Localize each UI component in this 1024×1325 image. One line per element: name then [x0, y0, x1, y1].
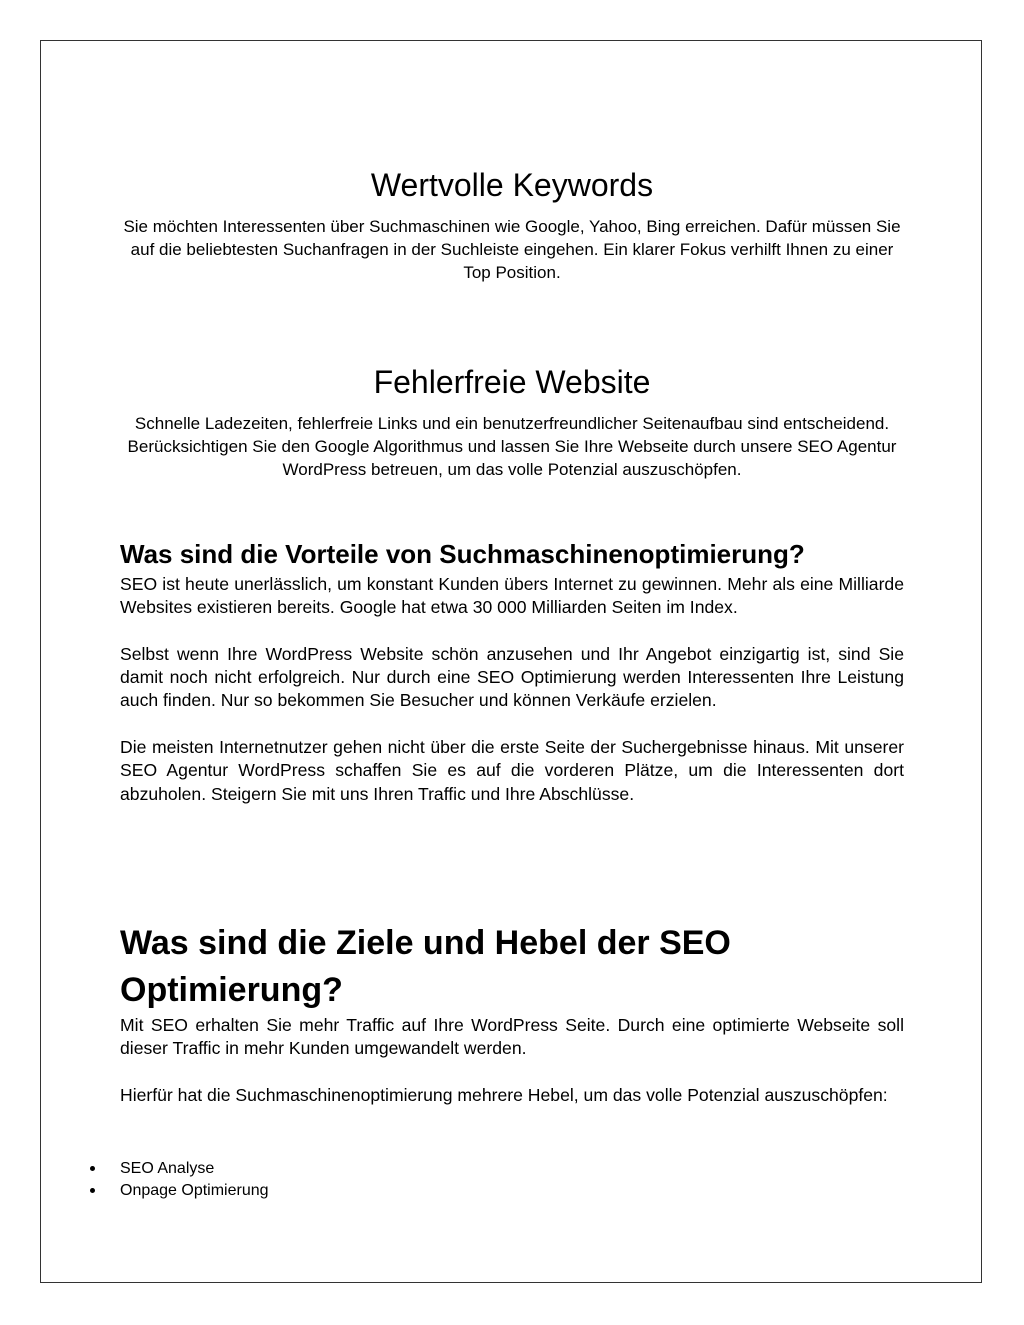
goals-paragraph-1: Mit SEO erhalten Sie mehr Traffic auf Ihre WordPress Seite. Durch eine optimierte Webseite soll dieser Traffic in mehr Kunden umgewandelt werden.	[120, 1015, 904, 1059]
goals-section	[120, 920, 904, 1107]
advantages-paragraph-1: SEO ist heute unerlässlich, um konstant Kunden übers Internet zu gewinnen. Mehr als eine Milliarde Websites existieren bereits. Google hat etwa 30 000 Milliarden Seiten im Index.	[120, 574, 904, 618]
website-title: Fehlerfreie Website	[373, 364, 651, 400]
advantages-paragraph-2: Selbst wenn Ihre WordPress Website schön anzusehen und Ihr Angebot einzigartig ist, sind Sie damit noch nicht erfolgreich. Nur durch eine SEO Optimierung werden Interessenten Ihre Leistung auch finden. Nur so bekommen Sie Besucher und können Verkäufe erzielen.	[120, 643, 904, 711]
bullet-icon	[90, 1188, 95, 1193]
list-item-label: SEO Analyse	[120, 1160, 215, 1177]
levers-list	[84, 1158, 269, 1202]
advantages-heading: Was sind die Vorteile von Suchmaschinenoptimierung?	[120, 539, 805, 569]
goals-heading: Was sind die Ziele und Hebel der SEO Optimierung?	[120, 924, 731, 1009]
advantages-section	[120, 536, 904, 806]
list-item	[84, 1158, 269, 1180]
website-section	[120, 362, 904, 481]
website-text: Schnelle Ladezeiten, fehlerfreie Links und ein benutzerfreundlicher Seitenaufbau sind entscheidend. Berücksichtigen Sie den Google Algorithmus und lassen Sie Ihre Webseite durch unsere SEO Agentur WordPress betreuen, um das volle Potenzial auszuschöpfen.	[127, 414, 897, 479]
keywords-section	[120, 165, 904, 284]
keywords-title: Wertvolle Keywords	[370, 167, 654, 203]
advantages-paragraph-3: Die meisten Internetnutzer gehen nicht über die erste Seite der Suchergebnisse hinaus. Mit unserer SEO Agentur WordPress schaffen Sie es auf die vorderen Plätze, um die Interessenten dort abzuholen. Steigern Sie mit uns Ihren Traffic und Ihre Abschlüsse.	[120, 737, 904, 804]
list-item	[84, 1180, 269, 1202]
list-item-label: Onpage Optimierung	[120, 1182, 269, 1199]
keywords-text: Sie möchten Interessenten über Suchmaschinen wie Google, Yahoo, Bing erreichen. Dafür müssen Sie auf die beliebtesten Suchanfragen in der Suchleiste eingehen. Ein klarer Fokus verhilft Ihnen zu einer Top Position.	[123, 217, 901, 282]
goals-paragraph-2: Hierfür hat die Suchmaschinenoptimierung mehrere Hebel, um das volle Potenzial auszuschöpfen:	[120, 1084, 888, 1105]
bullet-icon	[90, 1166, 95, 1171]
